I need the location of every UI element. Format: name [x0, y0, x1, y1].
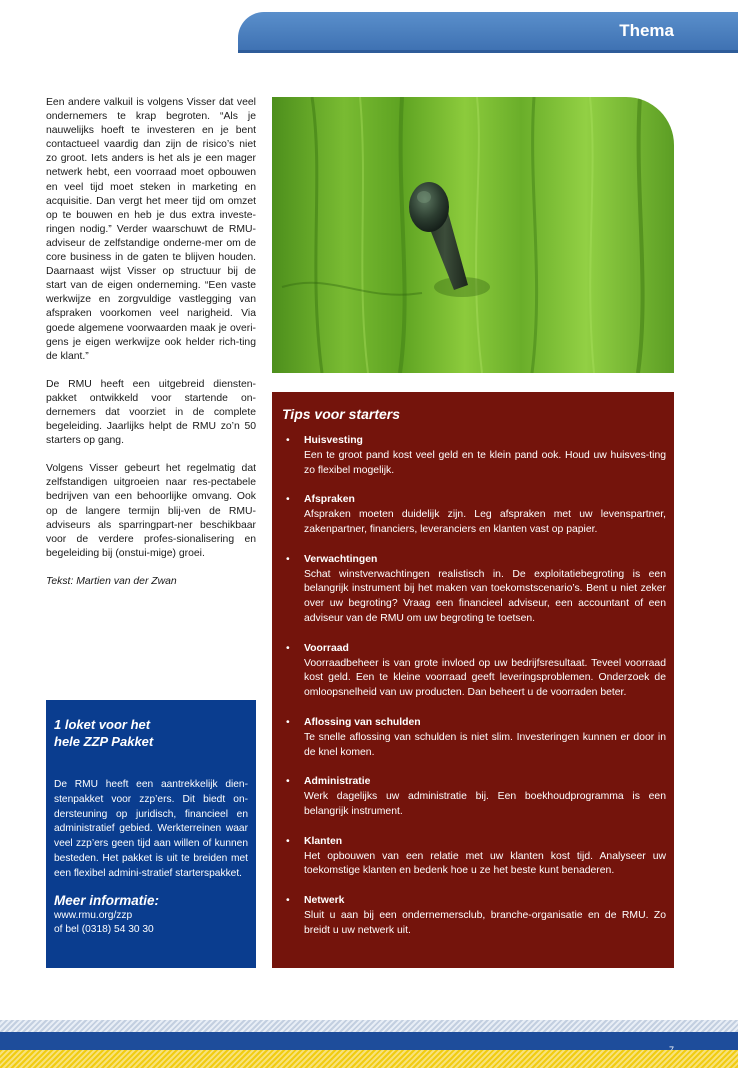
article-paragraph: Volgens Visser gebeurt het regelmatig dat zelfstandigen uitgroeien naar res-pectabele bedrijven van een behoorlijke omvang. Ook op de langere termijn blij-ven de RMU-adviseurs als sparringpart-ner beschikbaar voor de verdere profes-sionalisering en begeleiding bij (onstui-mige) groei. [46, 463, 256, 559]
tip-text: Sluit u aan bij een ondernemersclub, branche-organisatie en de RMU. Zo breidt u uw netwerk uit. [304, 909, 666, 936]
nail-photo [272, 97, 674, 373]
loket-title-line: hele ZZP Pakket [54, 734, 154, 749]
bullet-icon: • [286, 642, 290, 654]
tip-item [282, 493, 666, 537]
footer-blue-band [0, 1032, 738, 1050]
bullet-icon: • [286, 895, 290, 907]
article-body [46, 96, 256, 603]
loket-box [46, 700, 256, 968]
tip-text: Een te groot pand kost veel geld en te klein pand ook. Houd uw huisves-ting zo flexibel mogelijk. [304, 449, 666, 476]
tip-text: Werk dagelijks uw administratie bij. Een boekhoudprogramma is een belangrijk instrument. [304, 791, 666, 817]
tip-text: Voorraadbeheer is van grote invloed op uw bedrijfsresultaat. Teveel voorraad kost geld. Een te kleine voorraad geeft leveringsproblemen. Onderzoek de omloopsnelheid van uw producten. Dan beheert u de voorraden beter. [304, 657, 666, 699]
loket-title [54, 716, 248, 750]
loket-title-line: 1 loket voor het [54, 717, 151, 732]
footer-yellow-band [0, 1050, 738, 1068]
tip-text: Te snelle aflossing van schulden is niet slim. Investeringen kunnen er door in de knel komen. [304, 731, 666, 758]
tip-item [282, 553, 666, 627]
tip-item [282, 894, 666, 938]
tip-text: Schat winstverwachtingen realistisch in. De exploitatiebegroting is een belangrijk instrument bij het maken van toekomstscenario’s. Bent u niet zeker over uw begroting? Vraag een financieel adviseur, een accountant of een adviseur van de RMU om uw begroting te toetsen. [304, 568, 666, 624]
tip-text: Het opbouwen van een relatie met uw klanten kost tijd. Analyseer uw toekomstige klanten en bedenk hoe u ze het beste kunt benaderen. [304, 850, 666, 877]
bullet-icon: • [286, 716, 290, 728]
bullet-icon: • [286, 494, 290, 506]
section-label: Thema [619, 21, 674, 40]
bullet-icon: • [286, 835, 290, 847]
tip-item [282, 716, 666, 760]
tips-title: Tips voor starters [282, 406, 401, 422]
tip-title: Administratie [304, 776, 371, 788]
bullet-icon: • [286, 553, 290, 565]
tip-item [282, 434, 666, 478]
bullet-icon: • [286, 776, 290, 788]
tip-title: Netwerk [304, 895, 345, 907]
tip-title: Aflossing van schulden [304, 716, 421, 728]
nail-illustration [272, 97, 674, 373]
article-paragraph: De RMU heeft een uitgebreid diensten-pakket ontwikkeld voor startende on-dernemers dat voorziet in de complete begeleiding. Jaarlijks helpt de RMU zo’n 50 starters op gang. [46, 378, 256, 447]
tip-title: Klanten [304, 835, 343, 847]
tip-title: Voorraad [304, 642, 349, 654]
loket-text: De RMU heeft een aantrekkelijk dien-stenpakket voor zzp’ers. Dit biedt on-dersteuning op juridisch, financieel en administratief gebied. Werkterreinen waar veel zzp’ers geen tijd aan willen of kunnen besteden. Het pakket is uit te breiden met een flexibel admini-stratief starterspakket. [54, 779, 248, 879]
loket-phone: of bel (0318) 54 30 30 [54, 924, 154, 936]
section-header-bar [238, 12, 738, 50]
tip-title: Afspraken [304, 494, 355, 506]
loket-url-link[interactable]: www.rmu.org/zzp [54, 909, 133, 921]
bullet-icon: • [286, 435, 290, 446]
tip-item [282, 835, 666, 879]
article-paragraph: Een andere valkuil is volgens Visser dat veel ondernemers te krap begroten. “Als je nauwelijks hoeft te investeren en je bent contactueel vaardig dan zijn de risico’s niet zo groot. Iets anders is het als je een mager netwerk hebt, een voorraad moet opbouwen en veel tijd moet steken in marketing en acquisitie. Dan vergt het meer tijd om omzet op te bouwen en heb je dus extra investe-ringen nodig.” Verder waarschuwt de RMU-adviseur de zelfstandige onderne-mer om de core business in de gaten te blijven houden. Daarnaast wijst Visser op structuur bij de start van de eigen onderneming. “Een vaste werkwijze en zorgvuldige vastlegging van afspraken voorkomen veel narigheid. Via goede algemene voorwaarden maak je overi-gens je eigen werkwijze ook helder rich-ting de klant.” [46, 97, 256, 362]
article-credit: Tekst: Martien van der Zwan [46, 575, 177, 587]
more-info-heading: Meer informatie: [54, 892, 160, 908]
tip-item [282, 775, 666, 819]
tip-title: Verwachtingen [304, 553, 378, 565]
tip-title: Huisvesting [304, 435, 363, 446]
tip-item [282, 642, 666, 701]
tips-box [272, 392, 674, 968]
page-footer [0, 1020, 738, 1068]
tip-text: Afspraken moeten duidelijk zijn. Leg afspraken met uw levenspartner, zakenpartner, financiers, leveranciers en klanten vast op papier. [304, 509, 666, 535]
